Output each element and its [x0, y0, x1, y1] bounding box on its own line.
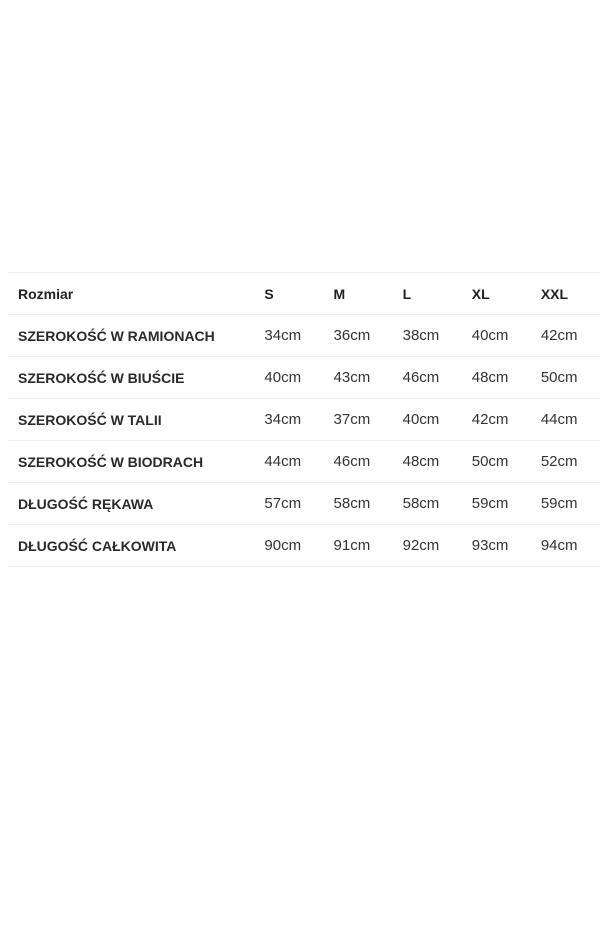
row-label: SZEROKOŚĆ W BIODRACH — [18, 453, 204, 470]
row-label: SZEROKOŚĆ W BIUŚCIE — [18, 369, 185, 386]
table-cell: 94cm — [540, 537, 578, 554]
table-row-total-length — [8, 525, 600, 567]
table-cell: 93cm — [471, 537, 509, 554]
table-cell: 43cm — [333, 369, 371, 386]
table-cell: 58cm — [402, 495, 440, 512]
table-cell: 34cm — [264, 411, 302, 428]
table-row-shoulder-width — [8, 315, 600, 357]
table-cell: 50cm — [540, 369, 578, 386]
table-cell: 34cm — [264, 327, 302, 344]
row-label: DŁUGOŚĆ CAŁKOWITA — [18, 537, 177, 554]
table-cell: 57cm — [264, 495, 302, 512]
table-cell: 36cm — [333, 327, 371, 344]
header-size-m: M — [333, 285, 346, 302]
table-cell: 44cm — [264, 453, 302, 470]
table-cell: 90cm — [264, 537, 302, 554]
table-header-row — [8, 273, 600, 315]
table-cell: 46cm — [402, 369, 440, 386]
header-size-xl: XL — [471, 285, 490, 302]
table-cell: 50cm — [471, 453, 509, 470]
table-cell: 38cm — [402, 327, 440, 344]
table-cell: 46cm — [333, 453, 371, 470]
table-cell: 42cm — [540, 327, 578, 344]
table-cell: 42cm — [471, 411, 509, 428]
table-cell: 59cm — [540, 495, 578, 512]
table-cell: 37cm — [333, 411, 371, 428]
table-cell: 40cm — [471, 327, 509, 344]
table-cell: 58cm — [333, 495, 371, 512]
row-label: DŁUGOŚĆ RĘKAWA — [18, 495, 154, 512]
table-cell: 59cm — [471, 495, 509, 512]
table-cell: 48cm — [402, 453, 440, 470]
table-cell: 40cm — [402, 411, 440, 428]
table-cell: 91cm — [333, 537, 371, 554]
header-size-s: S — [264, 285, 274, 302]
table-row-waist-width — [8, 399, 600, 441]
table-row-hip-width — [8, 441, 600, 483]
table-row-bust-width — [8, 357, 600, 399]
table-cell: 40cm — [264, 369, 302, 386]
table-row-sleeve-length — [8, 483, 600, 525]
row-label: SZEROKOŚĆ W RAMIONACH — [18, 327, 215, 344]
header-size-xxl: XXL — [540, 285, 569, 302]
table-cell: 44cm — [540, 411, 578, 428]
header-size-label: Rozmiar — [18, 285, 74, 302]
size-chart-table — [8, 272, 600, 567]
table-cell: 92cm — [402, 537, 440, 554]
row-label: SZEROKOŚĆ W TALII — [18, 411, 162, 428]
table-cell: 52cm — [540, 453, 578, 470]
header-size-l: L — [402, 285, 412, 302]
table-cell: 48cm — [471, 369, 509, 386]
